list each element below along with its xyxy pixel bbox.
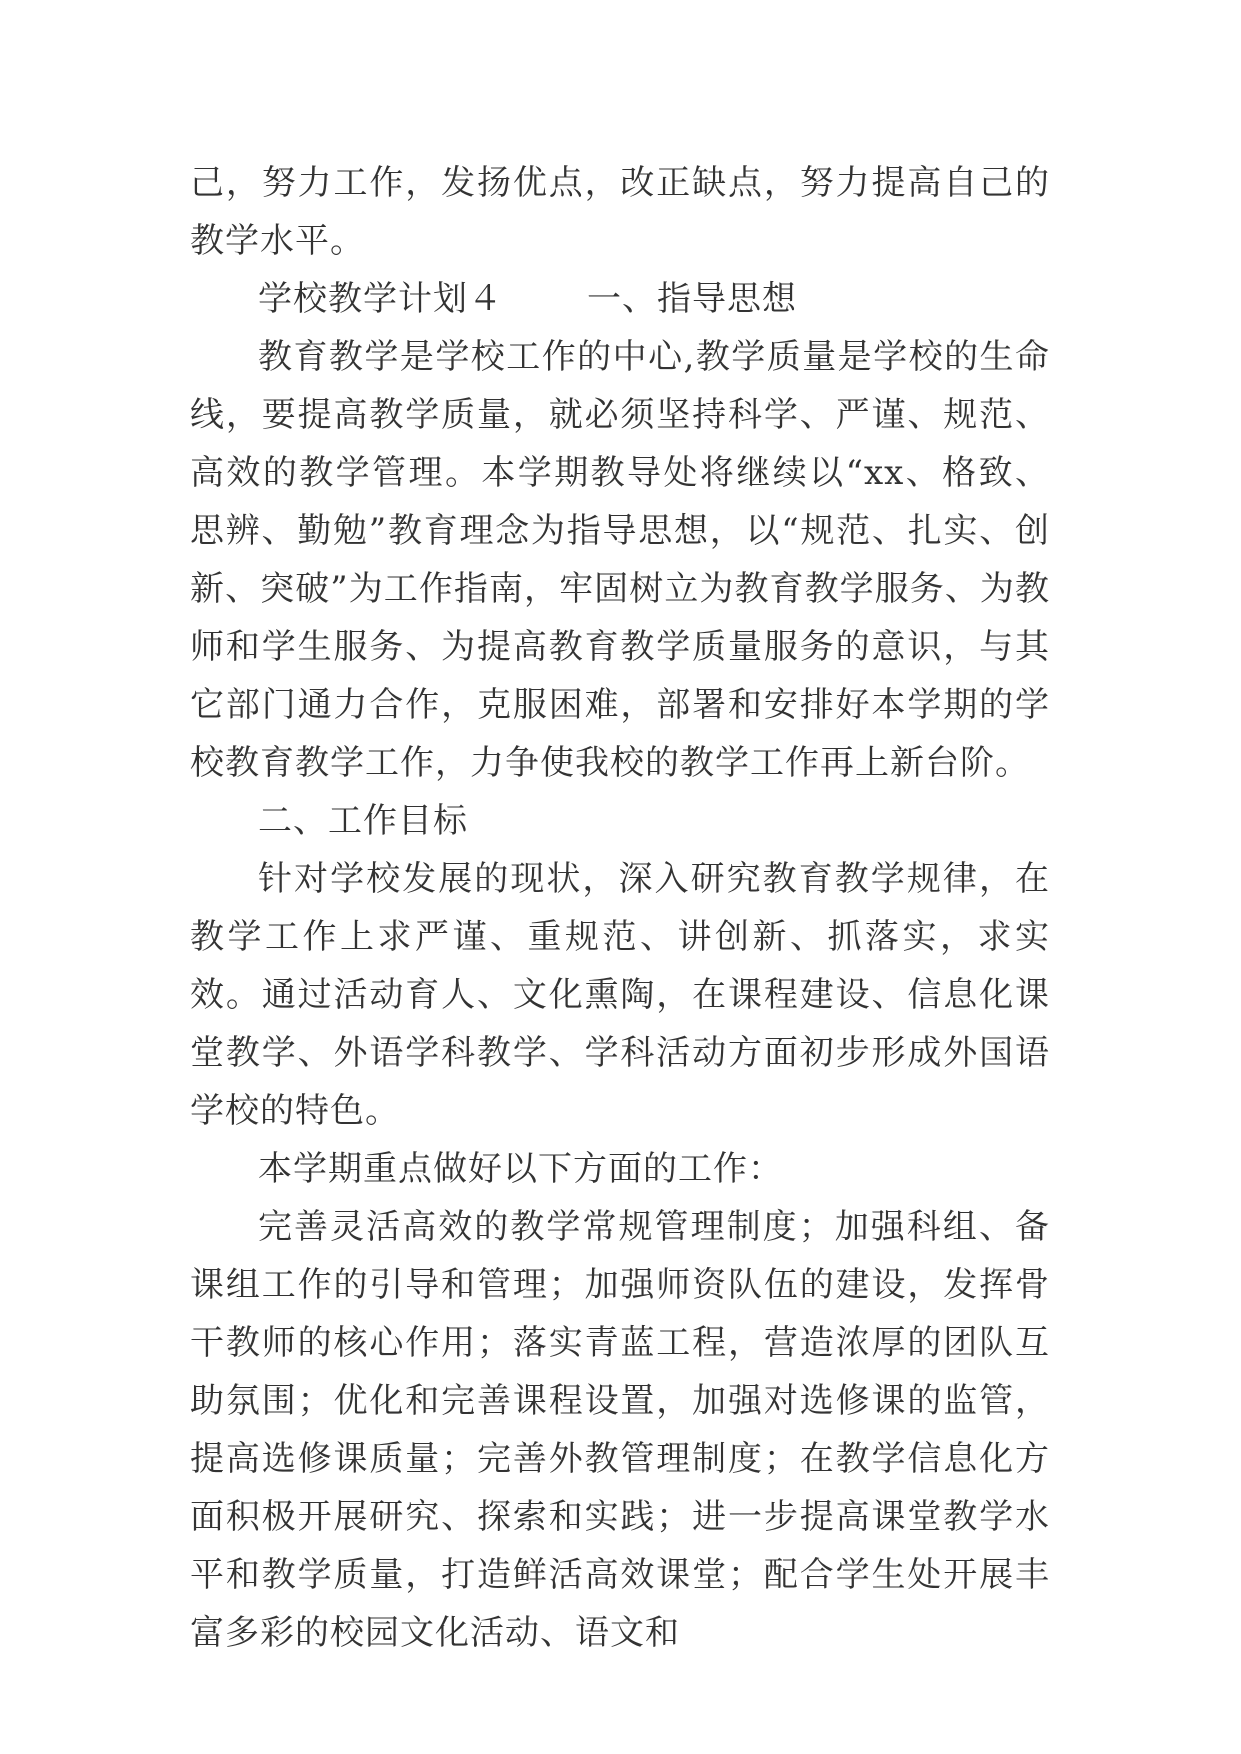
document-body: [190, 154, 1050, 1662]
paragraph-guiding-thought: 教育教学是学校工作的中心,教学质量是学校的生命线，要提高教学质量，就必须坚持科学、严谨、规范、高效的教学管理。本学期教导处将继续以“xx、格致、思辨、勤勉”教育理念为指导思想，以“规范、扎实、创新、突破”为工作指南，牢固树立为教育教学服务、为教师和学生服务、为提高教育教学质量服务的意识，与其它部门通力合作，克服困难，部署和安排好本学期的学校教育教学工作，力争使我校的教学工作再上新台阶。: [190, 337, 1050, 783]
paragraph-focus-details: 完善灵活高效的教学常规管理制度；加强科组、备课组工作的引导和管理；加强师资队伍的建设，发挥骨干教师的核心作用；落实青蓝工程，营造浓厚的团队互助氛围；优化和完善课程设置，加强对选修课的监管，提高选修课质量；完善外教管理制度；在教学信息化方面积极开展研究、探索和实践；进一步提高课堂教学水平和教学质量，打造鲜活高效课堂；配合学生处开展丰富多彩的校园文化活动、语文和: [190, 1207, 1050, 1653]
section-heading: [190, 270, 1050, 328]
heading-work-goals: 二、工作目标: [258, 801, 468, 841]
paragraph-focus-intro: 本学期重点做好以下方面的工作：: [258, 1149, 783, 1189]
section-subtitle: 一、指导思想: [587, 279, 797, 319]
section-title: 学校教学计划４: [258, 279, 503, 319]
paragraph-work-goals: 针对学校发展的现状，深入研究教育教学规律，在教学工作上求严谨、重规范、讲创新、抓落实，求实效。通过活动育人、文化熏陶，在课程建设、信息化课堂教学、外语学科教学、学科活动方面初步形成外国语学校的特色。: [190, 859, 1050, 1131]
paragraph-continuation: 己，努力工作，发扬优点，改正缺点，努力提高自己的教学水平。: [190, 163, 1050, 261]
